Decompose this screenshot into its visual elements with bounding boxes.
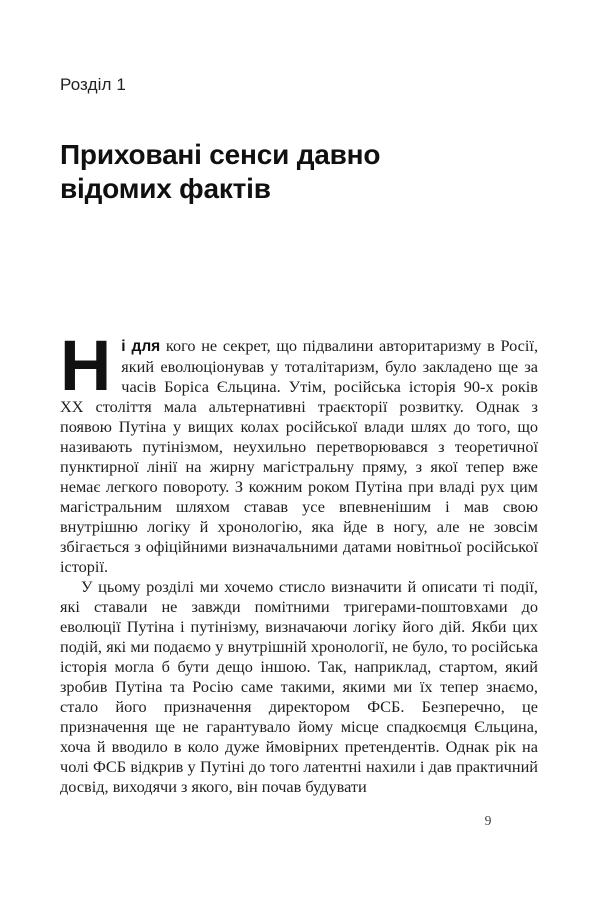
paragraph-lead-bold: і для bbox=[121, 338, 161, 355]
drop-cap: Н bbox=[60, 327, 112, 406]
chapter-title: Приховані сенси давно відомих фактів bbox=[60, 138, 381, 204]
body-text bbox=[60, 327, 539, 797]
page-number: 9 bbox=[484, 813, 492, 828]
paragraph-first bbox=[60, 327, 539, 577]
paragraph-second: У цьому розділі ми хочемо стисло визначити й описати ті події, які ставали не завжди помітними тригерами-поштовхами до еволюції Путіна і путінізму, визначаючи логіку його дій. Якби цих подій, які ми подаємо у внутрішній хронології, не було, то російська історія могла б бути дещо іншою. Так, наприклад, стартом, який зробив Путіна та Росію саме такими, якими ми їх тепер знаємо, стало його призначення директором ФСБ. Безперечно, це призначення ще не гарантувало йому місце спадкоємця Єльцина, хоча й вводило в коло дуже ймовірних претендентів. Однак рік на чолі ФСБ відкрив у Путіні до того латентні нахили і дав практичний досвід, виходячи з якого, він почав будувати bbox=[60, 577, 538, 796]
chapter-kicker: Розділ 1 bbox=[60, 75, 126, 94]
paragraph-first-text: кого не секрет, що підвалини авторитаризму в Росії, який еволюціонував у тоталітаризм, було закладено ще за часів Боріса Єльцина. Утім, російська історія 90-х років ХХ століття мала альтернативні траєкторії розвитку. Однак з появою Путіна у вищих колах російської влади шлях до того, що називають путінізмом, неухильно перетворювався з теоретичної пунктирної лінії на жирну магістральну пряму, з якої тепер вже немає легкого повороту. З кожним роком Путіна при владі рух цим магістральним шляхом ставав усе впевненішим і мав свою внутрішню логіку й хронологію, яка йде в ногу, але не зовсім збігається з офіційними визначальними датами новітньої російської історії. bbox=[60, 336, 539, 576]
